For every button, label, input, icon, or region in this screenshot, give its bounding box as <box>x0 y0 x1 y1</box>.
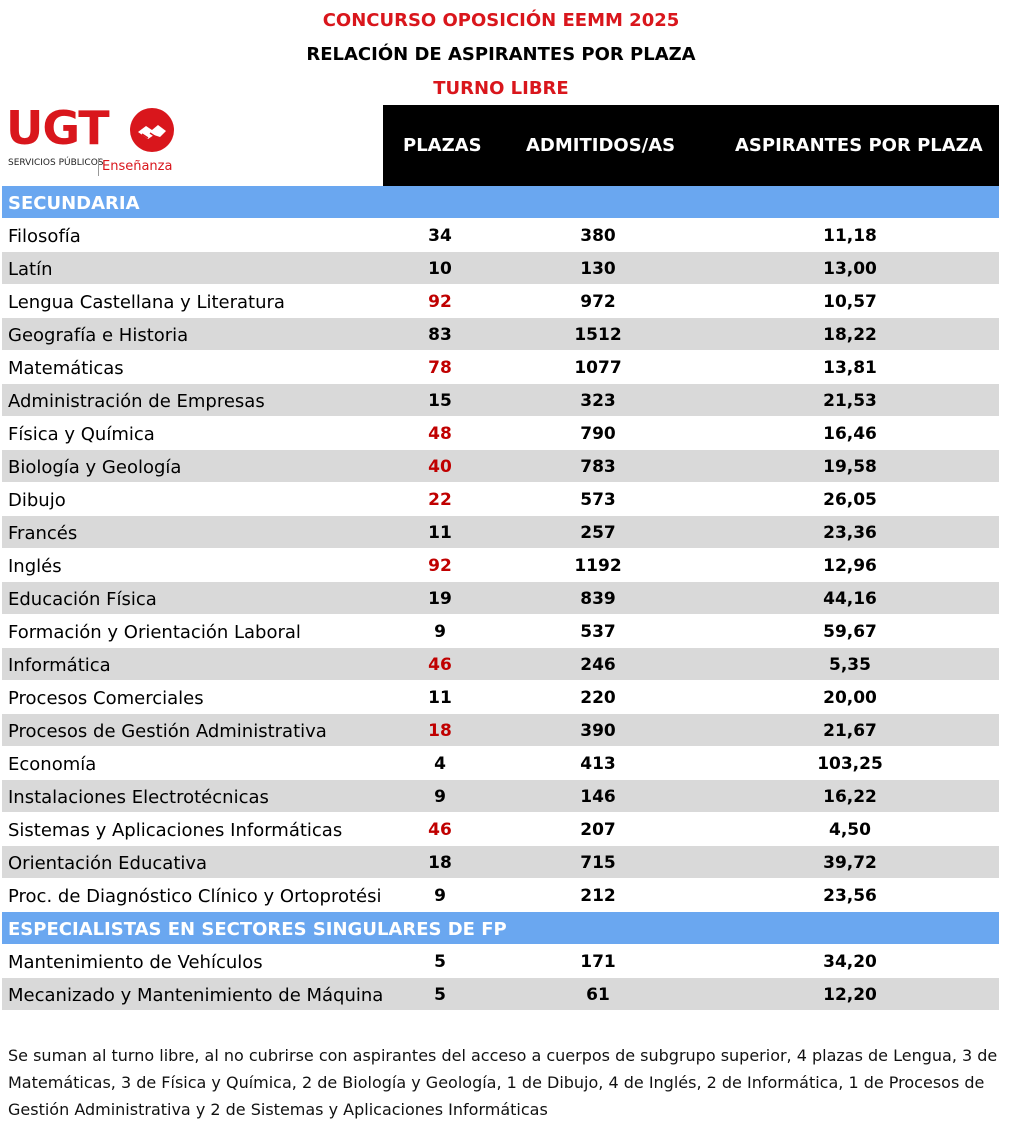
table-row <box>2 714 999 747</box>
plazas-value: 40 <box>428 457 452 477</box>
admitidos-value: 783 <box>580 457 616 477</box>
section-header-row <box>2 912 999 945</box>
admitidos-value: 537 <box>580 622 616 642</box>
plazas-value: 34 <box>428 226 452 246</box>
plazas-value: 9 <box>434 886 446 906</box>
speciality-name: Formación y Orientación Laboral <box>8 622 301 643</box>
ratio-value: 18,22 <box>823 325 877 345</box>
table-row <box>2 318 999 351</box>
admitidos-value: 972 <box>580 292 616 312</box>
table-row <box>2 516 999 549</box>
admitidos-value: 171 <box>580 952 616 972</box>
speciality-name: Educación Física <box>8 589 157 610</box>
speciality-name: Proc. de Diagnóstico Clínico y Ortoprotési <box>8 886 382 907</box>
admitidos-value: 1077 <box>574 358 622 378</box>
plazas-value: 5 <box>434 952 446 972</box>
plazas-value: 11 <box>428 688 452 708</box>
speciality-name: Francés <box>8 523 78 544</box>
speciality-name: Latín <box>8 259 53 280</box>
admitidos-value: 220 <box>580 688 616 708</box>
plazas-value: 92 <box>428 556 452 576</box>
table-row <box>2 219 999 252</box>
speciality-name: Lengua Castellana y Literatura <box>8 292 285 313</box>
ratio-value: 20,00 <box>823 688 877 708</box>
ratio-value: 12,96 <box>823 556 877 576</box>
admitidos-value: 573 <box>580 490 616 510</box>
plazas-value: 11 <box>428 523 452 543</box>
admitidos-value: 212 <box>580 886 616 906</box>
table-row <box>2 945 999 978</box>
ratio-value: 39,72 <box>823 853 877 873</box>
footnote: Se suman al turno libre, al no cubrirse con aspirantes del acceso a cuerpos de subgrupo superior, 4 plazas de Lengua, 3 de Matemáticas, 3 de Física y Química, 2 de Biología y Geología, 1 de Dibujo, 4 de Inglés, 2 de Informática, 1 de Procesos de Gestión Administrativa y 2 de Sistemas y Aplicaciones Informáticas <box>8 1046 998 1119</box>
table-row <box>2 285 999 318</box>
ratio-value: 23,56 <box>823 886 877 906</box>
plazas-value: 46 <box>428 820 452 840</box>
logo-subtitle-right: Enseñanza <box>98 158 172 176</box>
admitidos-value: 839 <box>580 589 616 609</box>
admitidos-value: 790 <box>580 424 616 444</box>
table-row <box>2 978 999 1011</box>
plazas-value: 10 <box>428 259 452 279</box>
ugt-logo <box>6 102 182 182</box>
table-row <box>2 747 999 780</box>
speciality-name: Mecanizado y Mantenimiento de Máquina <box>8 985 384 1006</box>
handshake-icon <box>130 108 174 152</box>
plazas-value: 78 <box>428 358 452 378</box>
plazas-value: 18 <box>428 721 452 741</box>
admitidos-value: 130 <box>580 259 616 279</box>
ratio-value: 21,53 <box>823 391 877 411</box>
speciality-name: Orientación Educativa <box>8 853 208 874</box>
logo-brand-text: UGT <box>6 101 109 155</box>
admitidos-value: 380 <box>580 226 616 246</box>
section-title: SECUNDARIA <box>8 193 140 214</box>
table-row <box>2 846 999 879</box>
admitidos-value: 146 <box>580 787 616 807</box>
table-row <box>2 813 999 846</box>
table-row <box>2 780 999 813</box>
ratio-value: 13,00 <box>823 259 877 279</box>
ratio-value: 12,20 <box>823 985 877 1005</box>
speciality-name: Filosofía <box>8 226 81 247</box>
speciality-name: Procesos Comerciales <box>8 688 204 709</box>
plazas-value: 83 <box>428 325 452 345</box>
title-line-2: RELACIÓN DE ASPIRANTES POR PLAZA <box>306 44 696 65</box>
ratio-value: 11,18 <box>823 226 877 246</box>
table-row <box>2 384 999 417</box>
header-plazas: PLAZAS <box>403 135 482 156</box>
plazas-value: 48 <box>428 424 452 444</box>
table-row <box>2 549 999 582</box>
ratio-value: 23,36 <box>823 523 877 543</box>
ratio-value: 10,57 <box>823 292 877 312</box>
table-row <box>2 648 999 681</box>
plazas-value: 5 <box>434 985 446 1005</box>
table-row <box>2 483 999 516</box>
ratio-value: 59,67 <box>823 622 877 642</box>
speciality-name: Dibujo <box>8 490 66 511</box>
plazas-value: 18 <box>428 853 452 873</box>
table-row <box>2 681 999 714</box>
admitidos-value: 413 <box>580 754 616 774</box>
header-admitidos: ADMITIDOS/AS <box>526 135 676 156</box>
speciality-name: Economía <box>8 754 97 775</box>
plazas-value: 15 <box>428 391 452 411</box>
ratio-value: 44,16 <box>823 589 877 609</box>
plazas-value: 19 <box>428 589 452 609</box>
table-row <box>2 879 999 912</box>
table-row <box>2 582 999 615</box>
admitidos-value: 1192 <box>574 556 622 576</box>
ratio-value: 26,05 <box>823 490 877 510</box>
admitidos-value: 207 <box>580 820 616 840</box>
ratio-value: 21,67 <box>823 721 877 741</box>
speciality-name: Inglés <box>8 556 62 577</box>
ratio-value: 4,50 <box>829 820 871 840</box>
table-header <box>383 105 999 186</box>
speciality-name: Procesos de Gestión Administrativa <box>8 721 327 742</box>
results-table <box>2 186 999 1011</box>
speciality-name: Instalaciones Electrotécnicas <box>8 787 269 808</box>
speciality-name: Biología y Geología <box>8 457 182 478</box>
admitidos-value: 61 <box>586 985 610 1005</box>
admitidos-value: 1512 <box>574 325 622 345</box>
title-line-3-text: TURNO LIBRE <box>433 78 569 99</box>
admitidos-value: 323 <box>580 391 616 411</box>
plazas-value: 46 <box>428 655 452 675</box>
plazas-value: 9 <box>434 787 446 807</box>
speciality-name: Administración de Empresas <box>8 391 265 412</box>
table-row <box>2 615 999 648</box>
admitidos-value: 246 <box>580 655 616 675</box>
ratio-value: 19,58 <box>823 457 877 477</box>
ratio-value: 13,81 <box>823 358 877 378</box>
logo-subtitle-left: SERVICIOS PÚBLICOS <box>8 158 104 168</box>
admitidos-value: 715 <box>580 853 616 873</box>
header-aspirantes: ASPIRANTES POR PLAZA <box>735 135 983 156</box>
plazas-value: 9 <box>434 622 446 642</box>
section-header-row <box>2 186 999 219</box>
ratio-value: 5,35 <box>829 655 871 675</box>
ratio-value: 34,20 <box>823 952 877 972</box>
table-row <box>2 351 999 384</box>
ratio-value: 16,46 <box>823 424 877 444</box>
table-row <box>2 450 999 483</box>
plazas-value: 92 <box>428 292 452 312</box>
speciality-name: Informática <box>8 655 111 676</box>
table-row <box>2 252 999 285</box>
speciality-name: Física y Química <box>8 424 155 445</box>
section-title: ESPECIALISTAS EN SECTORES SINGULARES DE FP <box>8 919 507 940</box>
admitidos-value: 257 <box>580 523 616 543</box>
title-line-3 <box>0 78 1002 99</box>
speciality-name: Sistemas y Aplicaciones Informáticas <box>8 820 343 841</box>
ratio-value: 16,22 <box>823 787 877 807</box>
plazas-value: 22 <box>428 490 452 510</box>
speciality-name: Matemáticas <box>8 358 124 379</box>
speciality-name: Geografía e Historia <box>8 325 189 346</box>
title-line-1: CONCURSO OPOSICIÓN EEMM 2025 <box>322 10 680 31</box>
plazas-value: 4 <box>434 754 446 774</box>
admitidos-value: 390 <box>580 721 616 741</box>
ratio-value: 103,25 <box>817 754 883 774</box>
table-row <box>2 417 999 450</box>
speciality-name: Mantenimiento de Vehículos <box>8 952 263 973</box>
